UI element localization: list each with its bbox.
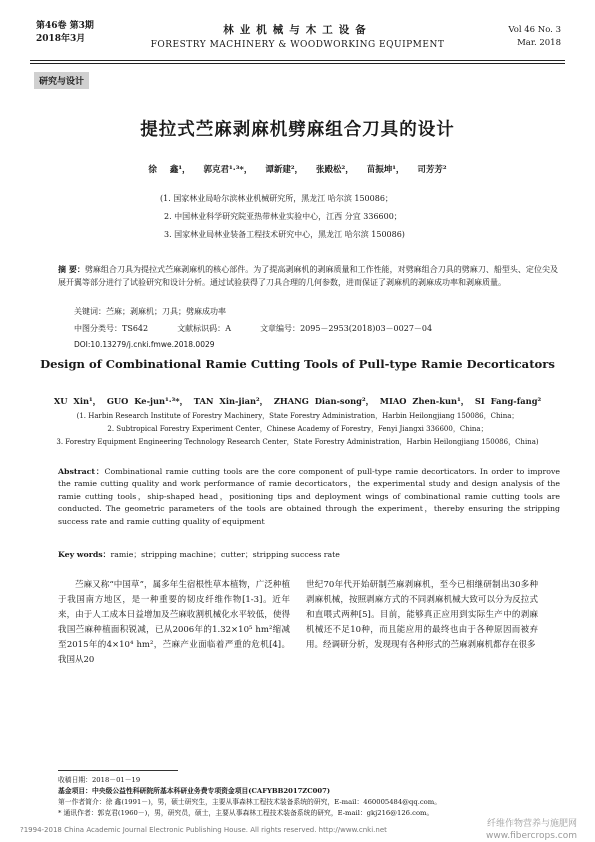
keywords-cn-text: 苎麻；剥麻机；刀具；劈麻成功率 [106, 307, 226, 316]
clc-value: TS642 [122, 324, 149, 333]
abstract-cn [58, 263, 558, 289]
paper-title-cn: 提拉式苎麻剥麻机劈麻组合刀具的设计 [140, 120, 455, 140]
abstract-en-label: Abstract： [58, 467, 105, 476]
clc-label: 中图分类号： [74, 324, 122, 333]
footnote-rule [58, 770, 178, 771]
copyright-line: ?1994-2018 China Academic Journal Electronic Publishing House. All rights reserved. http://www.cnki.net [20, 826, 387, 834]
doc-code-label: 文献标识码： [177, 324, 226, 333]
journal-name-en: FORESTRY MACHINERY & WOODWORKING EQUIPMENT [150, 40, 445, 50]
corresponding-author-note: * 通讯作者：郭克君(1960－)，男，研究员，硕士，主要从事森林工程技术装备系统的研究，E-mail：gkj216@126.com。 [58, 808, 568, 819]
keywords-cn [74, 306, 226, 317]
issue-info-en [508, 24, 561, 50]
paper-title-en: Design of Combinational Ramie Cutting Tools of Pull-type Ramie Decorticators [40, 357, 555, 371]
header-rule-bottom [30, 63, 565, 64]
affiliation-cn-1: (1. 国家林业局哈尔滨林业机械研究所，黑龙江 哈尔滨 150086； [160, 194, 393, 203]
date-en: Mar. 2018 [517, 38, 561, 48]
body-column-right: 世纪70年代开始研制苎麻剥麻机，至今已相继研制出30多种剥麻机械，按照剥麻方式的不同剥麻机械大致可以分为反拉式和直喂式两种[5]。目前，能够真正应用到实际生产中的剥麻机械还不足10种，而且能应用的最终也由于各种原因而被弃用。经调研分析，发现现有各种形式的苎麻剥麻机都存在很多 [306, 580, 538, 650]
article-no-value: 2095－2953(2018)03－0027－04 [300, 324, 433, 333]
keywords-en [58, 549, 340, 560]
first-author-note: 第一作者简介：徐 鑫(1991－)，男，硕士研究生，主要从事森林工程技术装备系统的研究，E-mail：460005484@qq.com。 [58, 798, 441, 806]
abstract-en [58, 466, 560, 528]
affiliation-cn-2: 2. 中国林业科学研究院亚热带林业实验中心，江西 分宜 336600； [164, 212, 402, 221]
column-tag: 研究与设计 [34, 72, 89, 89]
abstract-en-text: Combinational ramie cutting tools are the core component of pull-type ramie decorticators. In order to improve the ramie cutting quality and work performance of ramie decorticators，the experimental study and design analysis of the ramie cutting tools，ship-shaped head，positioning tips and deployment wings of combinational ramie cutting tools are conducted. The geometric parameters of the tools are obtained through the experiment，thereby ensuring the stripping success rate and ramie cutting quality of equipment [58, 467, 560, 526]
abstract-cn-text: 劈麻组合刀具为提拉式苎麻剥麻机的核心部件。为了提高剥麻机的剥麻质量和工作性能，对劈麻组合刀具的劈麻刀、船型头、定位尖及展开翼等部分进行了试验研究和设计分析。通过试验获得了刀具合理的几何参数，进而保证了剥麻机的剥麻成功率和剥麻质量。 [58, 265, 558, 287]
watermark-url: www.fibercrops.com [486, 831, 577, 841]
affiliation-cn-3: 3. 国家林业局林业装备工程技术研究中心，黑龙江 哈尔滨 150086) [164, 230, 405, 239]
body-column-left: 苎麻又称“中国草”，属多年生宿根性草本植物，广泛种植于我国南方地区，是一种重要的韧皮纤维作物[1-3]。近年来，由于人工成本日益增加及苎麻收割机械化水平较低，使得我国苎麻种植面积锐减，已从2006年的1.32×10⁵ hm²缩减至2015年的4×10⁴ hm²，苎麻产业面临着严重的危机[4]。我国从20 [58, 580, 290, 665]
received-date: 收稿日期：2018－01－19 [58, 776, 141, 784]
affiliation-en-2: 2. Subtropical Forestry Experiment Center，Chinese Academy of Forestry，Fenyi Jiangxi 336600，China； [107, 425, 488, 433]
affiliation-en-1: (1. Harbin Research Institute of Forestry Machinery，State Forestry Administration，Harbin Heilongjiang 150086，China； [76, 412, 519, 420]
header-rule-top [30, 60, 565, 61]
journal-name-cn: 林业机械与木工设备 [223, 24, 372, 36]
watermark-cn: 纤维作物营养与施肥网 [486, 819, 577, 829]
authors-en: XU Xin¹， GUO Ke-jun¹·³*， TAN Xin-jian²， ZHANG Dian-song²， MIAO Zhen-kun¹， SI Fang-fang² [53, 396, 542, 406]
abstract-cn-label: 摘 要： [58, 264, 85, 274]
fund-note: 基金项目：中央级公益性科研院所基本科研业务费专项资金项目(CAFYBB2017ZC007) [58, 787, 331, 795]
doi: DOI:10.13279/j.cnki.fmwe.2018.0029 [74, 340, 215, 349]
doc-code-value: A [225, 324, 231, 333]
classification-cn [74, 323, 432, 334]
article-no-label: 文章编号： [260, 324, 301, 333]
volume-cn: 第46卷 第3期 [36, 21, 94, 31]
volume-en: Vol 46 No. 3 [508, 25, 561, 35]
date-cn: 2018年3月 [36, 34, 86, 44]
site-watermark [486, 818, 577, 842]
authors-cn: 徐 鑫¹， 郭克君¹·³*， 谭新建²， 张殿松²， 苗振坤¹， 司芳芳² [148, 165, 447, 175]
keywords-en-label: Key words： [58, 550, 111, 559]
affiliation-en-3: 3. Forestry Equipment Engineering Technology Research Center，State Forestry Administration，Harbin Heilongjiang 150086，China) [56, 438, 539, 446]
keywords-cn-label: 关键词： [74, 307, 106, 316]
keywords-en-text: ramie；stripping machine；cutter；stripping success rate [110, 550, 340, 559]
